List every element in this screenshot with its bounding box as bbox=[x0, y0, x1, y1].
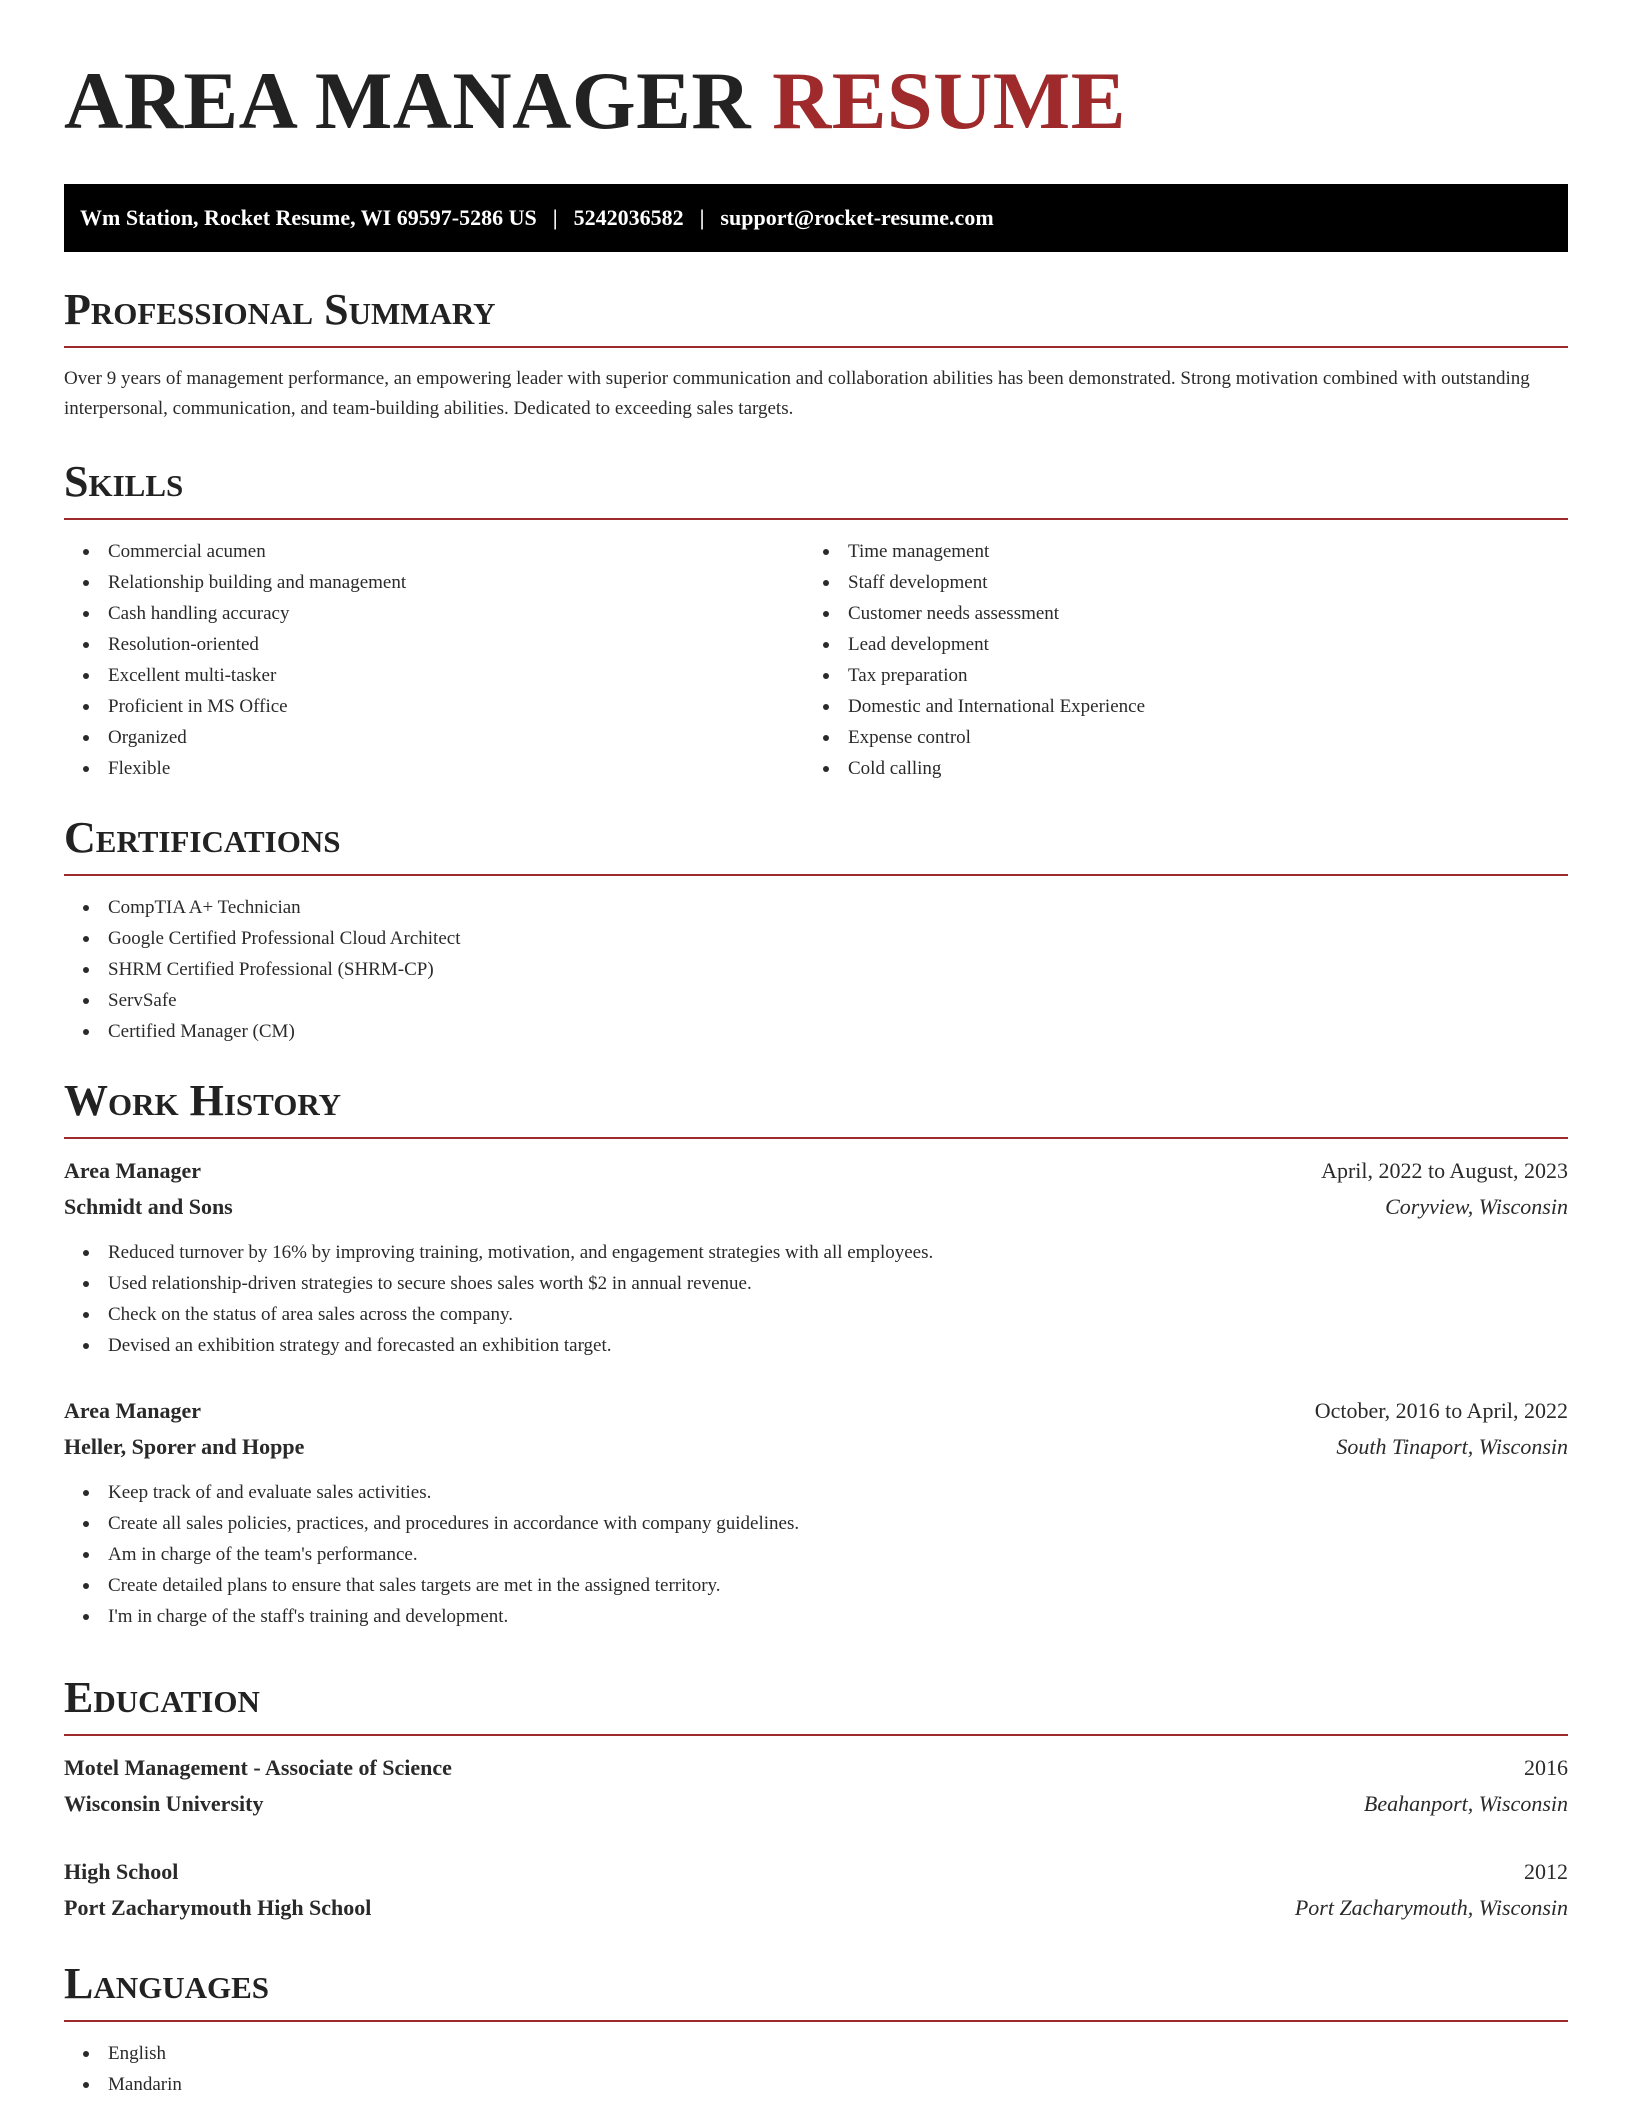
education-location: Beahanport, Wisconsin bbox=[1363, 1791, 1568, 1816]
skill-item: Proficient in MS Office bbox=[64, 691, 804, 722]
education-entry bbox=[64, 1750, 1568, 1822]
job-location: Coryview, Wisconsin bbox=[1385, 1194, 1568, 1219]
language-item: Mandarin bbox=[64, 2069, 1568, 2100]
job-bullet: Used relationship-driven strategies to secure shoes sales worth $2 in annual revenue. bbox=[64, 1268, 1568, 1299]
job-bullet: I'm in charge of the staff's training and development. bbox=[64, 1601, 1568, 1632]
contact-separator: | bbox=[552, 205, 558, 230]
skill-item: Domestic and International Experience bbox=[804, 691, 1544, 722]
job-title-row bbox=[64, 1153, 1568, 1189]
skill-item: Cold calling bbox=[804, 753, 1544, 784]
resume-title bbox=[64, 55, 1568, 156]
education-degree-row bbox=[64, 1854, 1568, 1890]
education-school-row bbox=[64, 1786, 1568, 1822]
certification-item: ServSafe bbox=[64, 985, 1568, 1016]
skill-item: Tax preparation bbox=[804, 660, 1544, 691]
contact-address: Wm Station, Rocket Resume, WI 69597-5286 US bbox=[80, 205, 537, 230]
contact-email: support@rocket-resume.com bbox=[720, 205, 994, 230]
skills-list-right bbox=[804, 536, 1544, 784]
skill-item: Resolution-oriented bbox=[64, 629, 804, 660]
job-location: South Tinaport, Wisconsin bbox=[1336, 1434, 1568, 1459]
job-bullets bbox=[64, 1237, 1568, 1361]
job-bullet: Devised an exhibition strategy and forecasted an exhibition target. bbox=[64, 1330, 1568, 1361]
contact-phone: 5242036582 bbox=[573, 205, 684, 230]
skill-item: Relationship building and management bbox=[64, 567, 804, 598]
job-title: Area Manager bbox=[64, 1158, 202, 1183]
work-history-section bbox=[64, 1076, 1568, 1632]
job-bullets bbox=[64, 1477, 1568, 1632]
language-item: English bbox=[64, 2038, 1568, 2069]
job-company: Schmidt and Sons bbox=[64, 1194, 233, 1219]
skill-item: Organized bbox=[64, 722, 804, 753]
resume-page bbox=[64, 52, 1568, 2095]
job-company-row bbox=[64, 1189, 1568, 1225]
contact-bar bbox=[64, 184, 1568, 252]
job-title-row bbox=[64, 1393, 1568, 1429]
education-section bbox=[64, 1673, 1568, 1926]
summary-text: Over 9 years of management performance, an empowering leader with superior communication and collaboration abilities has been demonstrated. Strong motivation combined with outstanding interpersonal, communication, and team-building abilities. Dedicated to exceeding sales targets. bbox=[64, 368, 1530, 419]
skills-list-left bbox=[64, 536, 804, 784]
education-year: 2016 bbox=[1524, 1755, 1568, 1780]
job-bullet: Keep track of and evaluate sales activities. bbox=[64, 1477, 1568, 1508]
job-bullet: Check on the status of area sales across the company. bbox=[64, 1299, 1568, 1330]
job-dates: October, 2016 to April, 2022 bbox=[1314, 1398, 1568, 1423]
languages-section bbox=[64, 1959, 1568, 2100]
skills-section bbox=[64, 457, 1568, 784]
education-degree: High School bbox=[64, 1859, 179, 1884]
section-heading-certifications: Certifications bbox=[64, 816, 1568, 876]
education-location: Port Zacharymouth, Wisconsin bbox=[1294, 1895, 1568, 1920]
summary-section bbox=[64, 285, 1568, 424]
section-heading-skills: Skills bbox=[64, 460, 1568, 520]
skills-columns bbox=[64, 520, 1568, 784]
education-degree-row bbox=[64, 1750, 1568, 1786]
skill-item: Staff development bbox=[804, 567, 1544, 598]
education-entry bbox=[64, 1854, 1568, 1926]
certifications-section bbox=[64, 813, 1568, 1047]
education-school-row bbox=[64, 1890, 1568, 1926]
certification-item: Google Certified Professional Cloud Architect bbox=[64, 923, 1568, 954]
section-heading-education: Education bbox=[64, 1676, 1568, 1736]
section-heading-summary: Professional Summary bbox=[64, 288, 1568, 348]
certification-item: Certified Manager (CM) bbox=[64, 1016, 1568, 1047]
job-bullet: Create all sales policies, practices, and procedures in accordance with company guidelines. bbox=[64, 1508, 1568, 1539]
certification-item: CompTIA A+ Technician bbox=[64, 892, 1568, 923]
education-school: Wisconsin University bbox=[64, 1791, 264, 1816]
education-degree: Motel Management - Associate of Science bbox=[64, 1755, 452, 1780]
job-company-row bbox=[64, 1429, 1568, 1465]
job-company: Heller, Sporer and Hoppe bbox=[64, 1434, 305, 1459]
job-title: Area Manager bbox=[64, 1398, 202, 1423]
job-entry bbox=[64, 1153, 1568, 1361]
job-bullet: Create detailed plans to ensure that sales targets are met in the assigned territory. bbox=[64, 1570, 1568, 1601]
skill-item: Cash handling accuracy bbox=[64, 598, 804, 629]
skill-item: Excellent multi-tasker bbox=[64, 660, 804, 691]
job-bullet: Am in charge of the team's performance. bbox=[64, 1539, 1568, 1570]
certification-item: SHRM Certified Professional (SHRM-CP) bbox=[64, 954, 1568, 985]
languages-list bbox=[64, 2038, 1568, 2100]
education-year: 2012 bbox=[1524, 1859, 1568, 1884]
education-school: Port Zacharymouth High School bbox=[64, 1895, 372, 1920]
skill-item: Time management bbox=[804, 536, 1544, 567]
job-dates: April, 2022 to August, 2023 bbox=[1321, 1158, 1568, 1183]
skill-item: Commercial acumen bbox=[64, 536, 804, 567]
title-accent: RESUME bbox=[772, 55, 1126, 146]
section-heading-work-history: Work History bbox=[64, 1079, 1568, 1139]
contact-separator: | bbox=[699, 205, 705, 230]
skill-item: Expense control bbox=[804, 722, 1544, 753]
job-entry bbox=[64, 1393, 1568, 1632]
certifications-list bbox=[64, 892, 1568, 1047]
skill-item: Customer needs assessment bbox=[804, 598, 1544, 629]
skill-item: Flexible bbox=[64, 753, 804, 784]
title-main: AREA MANAGER bbox=[64, 55, 752, 146]
job-bullet: Reduced turnover by 16% by improving training, motivation, and engagement strategies with all employees. bbox=[64, 1237, 1568, 1268]
section-heading-languages: Languages bbox=[64, 1962, 1568, 2022]
skill-item: Lead development bbox=[804, 629, 1544, 660]
